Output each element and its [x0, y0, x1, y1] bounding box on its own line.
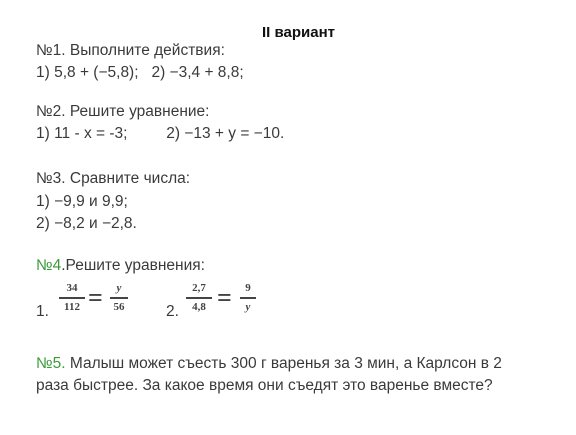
task5-text-line1: Малыш может съесть 300 г варенья за 3 мин, а Карлсон в 2 — [65, 355, 502, 372]
task4-number: №4 — [36, 257, 62, 274]
fraction-bar — [59, 297, 85, 299]
task1-number: №1. — [36, 42, 66, 59]
task2-number: №2. — [36, 103, 66, 120]
task5-line2: раза быстрее. За какое время они съедят это варенье вместе? — [36, 377, 493, 394]
task3-item2: 2) −8,2 и −2,8. — [36, 215, 137, 232]
task2-title: Решите уравнение: — [65, 103, 210, 120]
equation2-right-denominator: y — [245, 300, 251, 313]
task4-heading — [36, 257, 205, 275]
task2-items: 1) 11 - x = -3; 2) −13 + y = −10. — [36, 125, 285, 142]
fraction-bar — [240, 297, 256, 299]
equation2-right-fraction — [240, 282, 256, 314]
equation2-left-denominator: 4,8 — [192, 300, 206, 313]
equation1-right-denominator: 56 — [113, 300, 125, 313]
equation2-left-numerator: 2,7 — [192, 282, 206, 294]
fraction-bar — [110, 297, 128, 299]
equation1-left-numerator: 34 — [66, 282, 78, 294]
task5-line1 — [36, 355, 502, 373]
task3-title: Сравните числа: — [65, 170, 191, 187]
fraction-bar — [186, 297, 212, 299]
equation2-label: 2. — [166, 303, 179, 320]
task3-number: №3. — [36, 170, 66, 187]
task4-title: .Решите уравнения: — [61, 257, 205, 274]
equation2-equals: = — [217, 283, 232, 312]
equation2-right-numerator: 9 — [245, 282, 251, 294]
equation1-left-denominator: 112 — [64, 300, 80, 313]
task1-title: Выполните действия: — [65, 42, 225, 59]
task3-heading — [36, 170, 190, 188]
task1-heading — [36, 42, 225, 60]
equation1-equals: = — [88, 283, 103, 312]
equation2-left-fraction — [186, 282, 212, 314]
task1-items: 1) 5,8 + (−5,8); 2) −3,4 + 8,8; — [36, 64, 244, 81]
task3-item1: 1) −9,9 и 9,9; — [36, 193, 128, 210]
task5-number: №5. — [36, 355, 66, 372]
equation1-left-fraction — [59, 282, 85, 314]
equation1-label: 1. — [36, 303, 49, 320]
variant-title: II вариант — [262, 24, 336, 41]
equation1-right-fraction — [110, 282, 128, 314]
equation1-right-numerator: y — [116, 282, 122, 294]
task2-heading — [36, 103, 209, 121]
